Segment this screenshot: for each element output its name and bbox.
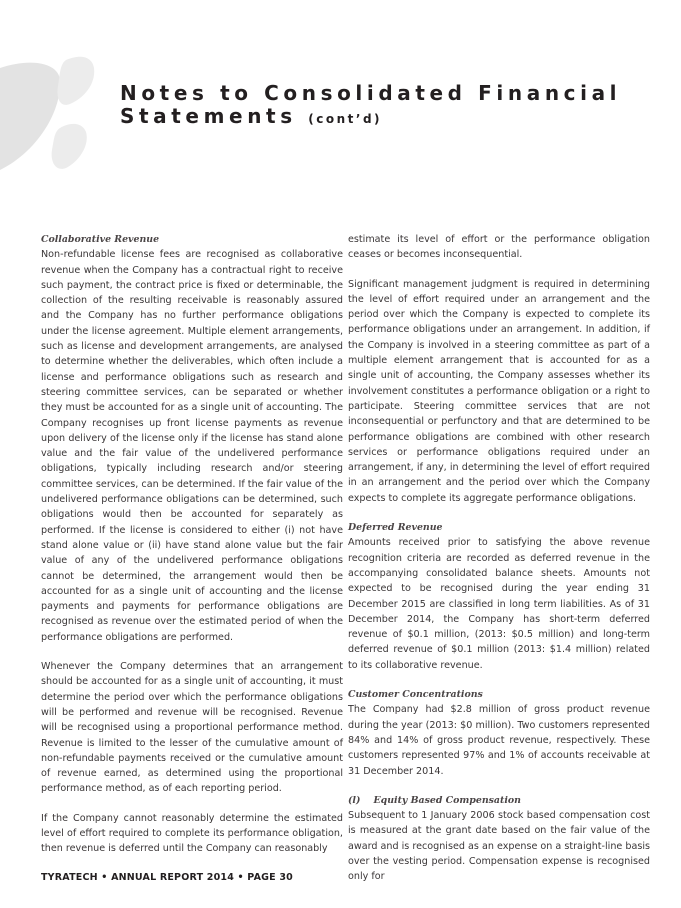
paragraph-single-unit-accounting: Whenever the Company determines that an arrangement should be accounted for as a single unit of accounting, it must determine the period over which the performance obligations will be performed and revenue will be recognised. Revenue will be recognised using a proportional performance method. Revenue is limited to the lesser of the cumulative amount of non-refundable payments received or the cumulative amount of revenue earned, as determined using the proportional performance method, as of each reporting period.	[41, 661, 343, 795]
paragraph-continued: estimate its level of effort or the performance obligation ceases or becomes inconsequential.	[348, 234, 650, 261]
heading-deferred-revenue: Deferred Revenue	[348, 522, 443, 534]
paragraph-management-judgment: Significant management judgment is required in determining the level of effort required under an arrangement and the period over which the Company is expected to complete its performance obligations under an arrangement. In addition, if the Company is involved in a steering committee as part of a multiple element arrangement that is accounted for as a single unit of accounting, the Company assesses whether its involvement constitutes a performance obligation or a right to participate. Steering committee services that are not inconsequential or perfunctory and that are determined to be performance obligations are combined with other research services or performance obligations required under an arrangement, if any, in determining the level of effort required in an arrangement and the period over which the Company expects to complete its aggregate performance obligations.	[348, 278, 650, 504]
title-suffix: (cont’d)	[308, 112, 383, 126]
small-petal-shape-upper	[58, 57, 95, 105]
decorative-petals-graphic	[0, 0, 130, 220]
title-line-2: Statements	[120, 104, 297, 128]
heading-equity-based-compensation: (l) Equity Based Compensation	[348, 794, 521, 806]
paragraph-revenue-deferral: If the Company cannot reasonably determine the estimated level of effort required to complete its performance obligation, then revenue is deferred until the Company can reasonably	[41, 812, 343, 855]
left-text-column	[41, 232, 343, 871]
page-title	[120, 82, 621, 131]
paragraph-deferred-revenue: Amounts received prior to satisfying the above revenue recognition criteria are recorded as deferred revenue in the accompanying consolidated balance sheets. Amounts not expected to be recognised during the year ending 31 December 2015 are classified in long term liabilities. As of 31 December 2014, the Company has short-term deferred revenue of $0.1 million, (2013: $0.5 million) and long-term deferred revenue of $0.1 million (2013: $1.4 million) related to its collaborative revenue.	[348, 537, 650, 671]
right-text-column	[348, 232, 650, 899]
paragraph-customer-concentrations: The Company had $2.8 million of gross product revenue during the year (2013: $0 million). Two customers represented 84% and 14% of gross product revenue, respectively. These customers represented 97% and 1% of accounts receivable at 31 December 2014.	[348, 704, 650, 777]
heading-customer-concentrations: Customer Concentrations	[348, 689, 483, 701]
heading-collaborative-revenue: Collaborative Revenue	[41, 234, 160, 245]
small-petal-shape-lower	[52, 124, 87, 169]
page-footer: TYRATECH • ANNUAL REPORT 2014 • PAGE 30	[41, 872, 293, 883]
paragraph-collaborative-revenue: Non-refundable license fees are recognised as collaborative revenue when the Company has a contractual right to receive such payment, the contract price is fixed or determinable, the collection of the resulting receivable is reasonably assured and the Company has no further performance obligations under the license agreement. Multiple element arrangements, such as license and development arrangements, are analysed to determine whether the deliverables, which often include a license and performance obligations such as research and steering committee services, can be separated or whether they must be accounted for as a single unit of accounting. The Company recognises up front license payments as revenue upon delivery of the license only if the license has stand alone value and the fair value of the undelivered performance obligations, typically including research and/or steering committee services, can be determined. If the fair value of the undelivered performance obligations can be determined, such obligations would then be accounted for separately as performed. If the license is considered to either (i) not have stand alone value or (ii) have stand alone value but the fair value of any of the undelivered performance obligations cannot be determined, the arrangement would then be accounted for as a single unit of accounting and the license payments and payments for performance obligations are recognised as revenue over the estimated period of when the performance obligations are performed.	[41, 249, 343, 643]
paragraph-equity-based-compensation: Subsequent to 1 January 2006 stock based compensation cost is measured at the grant date based on the fair value of the award and is recognised as an expense on a straight-line basis over the vesting period. Compensation expense is recognised only for	[348, 810, 650, 883]
large-petal-shape	[0, 63, 60, 170]
title-line-1: Notes to Consolidated Financial	[120, 81, 622, 105]
